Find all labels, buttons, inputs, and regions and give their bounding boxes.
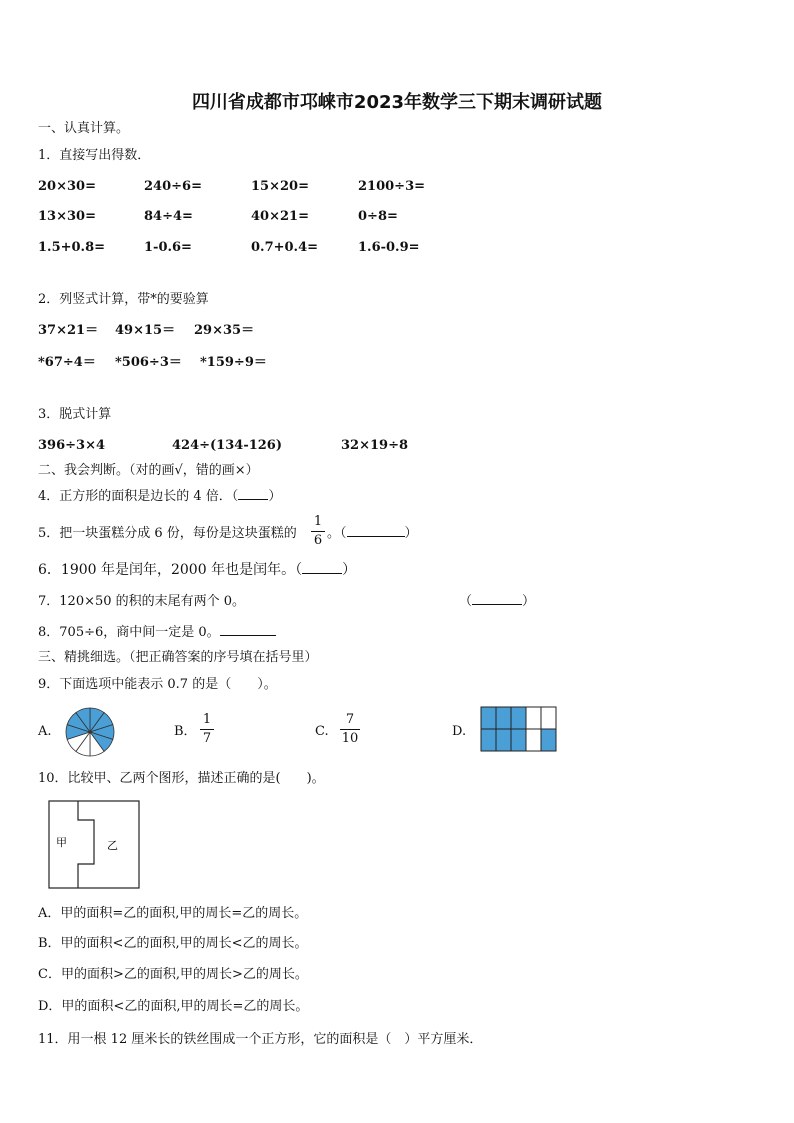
calc-item: 0.7+0.4= bbox=[251, 240, 319, 255]
calc-item: *506÷3＝ bbox=[115, 355, 182, 370]
question-8 bbox=[38, 625, 276, 641]
paren-close: ） bbox=[522, 594, 536, 609]
grid-cell bbox=[526, 729, 541, 751]
calc-item: 13×30= bbox=[38, 209, 96, 224]
grid-cell bbox=[481, 729, 496, 751]
paren-open: （ bbox=[459, 594, 473, 609]
answer-blank[interactable] bbox=[238, 499, 268, 500]
grid-figure bbox=[480, 706, 558, 754]
question-8-text: 8．705÷6，商中间一定是 0。 bbox=[38, 625, 220, 640]
section-heading-1: 一、认真计算。 bbox=[38, 121, 130, 136]
calc-item: 32×19÷8 bbox=[341, 438, 409, 453]
divider-line bbox=[78, 801, 94, 888]
fraction-numerator: 7 bbox=[345, 712, 355, 727]
page-title: 四川省成都市邛崃市2023年数学三下期末调研试题 bbox=[191, 92, 603, 113]
fraction-one-sixth bbox=[311, 515, 325, 548]
fraction-seven-tenths bbox=[340, 713, 360, 746]
section-heading-3: 三、精挑细选。（把正确答案的序号填在括号里） bbox=[38, 650, 318, 665]
calc-item: *159÷9＝ bbox=[200, 355, 267, 370]
calc-item: 15×20= bbox=[251, 179, 309, 194]
calc-item: 1-0.6= bbox=[144, 240, 192, 255]
question-7-answer bbox=[459, 594, 535, 610]
question-6 bbox=[38, 562, 356, 578]
grid-cell bbox=[541, 729, 556, 751]
question-10-label: 10．比较甲、乙两个图形，描述正确的是( )。 bbox=[38, 771, 325, 786]
grid-cell bbox=[526, 707, 541, 729]
shape-comparison-figure bbox=[48, 800, 142, 892]
option-c-label[interactable]: C. bbox=[315, 724, 329, 739]
paren-close: ） bbox=[268, 489, 282, 504]
question-3-label: 3．脱式计算 bbox=[38, 407, 112, 422]
fraction-denominator: 7 bbox=[202, 731, 212, 746]
calc-item: 49×15＝ bbox=[115, 323, 176, 338]
paren-close: ） bbox=[342, 562, 357, 578]
pie-slices bbox=[66, 708, 114, 756]
option-c[interactable]: C．甲的面积>乙的面积,甲的周长>乙的周长。 bbox=[38, 967, 308, 982]
question-5 bbox=[38, 526, 297, 542]
calc-item: 1.5+0.8= bbox=[38, 240, 106, 255]
calc-item: 37×21＝ bbox=[38, 323, 99, 338]
answer-blank[interactable] bbox=[302, 573, 342, 574]
question-4-text: 4．正方形的面积是边长的 4 倍．（ bbox=[38, 489, 239, 504]
fraction-bar bbox=[340, 729, 360, 730]
calc-item: 40×21= bbox=[251, 209, 309, 224]
option-a[interactable]: A．甲的面积=乙的面积,甲的周长=乙的周长。 bbox=[38, 906, 308, 921]
option-b-label[interactable]: B． bbox=[174, 724, 197, 739]
shape-label-yi: 乙 bbox=[107, 839, 118, 852]
fraction-bar bbox=[200, 729, 214, 730]
calc-item: 84÷4= bbox=[144, 209, 193, 224]
option-d-label[interactable]: D. bbox=[452, 724, 467, 739]
answer-blank[interactable] bbox=[472, 604, 522, 605]
grid-cell bbox=[541, 707, 556, 729]
grid-cell bbox=[511, 729, 526, 751]
question-7-text: 7．120×50 的积的末尾有两个 0。 bbox=[38, 594, 246, 609]
fraction-bar bbox=[311, 531, 325, 532]
option-b[interactable]: B．甲的面积<乙的面积,甲的周长<乙的周长。 bbox=[38, 936, 308, 951]
calc-item: 1.6-0.9= bbox=[358, 240, 420, 255]
question-9-label: 9．下面选项中能表示 0.7 的是（ ）。 bbox=[38, 677, 277, 692]
grid-cells bbox=[481, 707, 556, 751]
calc-item: 29×35＝ bbox=[194, 323, 255, 338]
fraction-numerator: 1 bbox=[313, 514, 323, 529]
grid-cell bbox=[511, 707, 526, 729]
fraction-denominator: 10 bbox=[341, 731, 359, 746]
calc-item: 240÷6= bbox=[144, 179, 202, 194]
answer-blank[interactable] bbox=[347, 536, 405, 537]
question-6-text: 6．1900 年是闰年，2000 年也是闰年。（ bbox=[38, 562, 303, 578]
option-d[interactable]: D．甲的面积<乙的面积,甲的周长=乙的周长。 bbox=[38, 999, 309, 1014]
section-heading-2: 二、我会判断。（对的画√，错的画×） bbox=[38, 463, 259, 478]
pie-figure bbox=[64, 706, 116, 758]
question-11: 11．用一根 12 厘米长的铁丝围成一个正方形，它的面积是（ ）平方厘米． bbox=[38, 1032, 483, 1047]
grid-cell bbox=[496, 707, 511, 729]
calc-item: 396÷3×4 bbox=[38, 438, 106, 453]
calc-item: 0÷8= bbox=[358, 209, 398, 224]
grid-cell bbox=[496, 729, 511, 751]
shape-label-jia: 甲 bbox=[56, 836, 67, 849]
calc-item: *67÷4＝ bbox=[38, 355, 96, 370]
fraction-one-seventh bbox=[200, 713, 214, 746]
question-4 bbox=[38, 489, 281, 505]
question-5-text: 5．把一块蛋糕分成 6 份，每份是这块蛋糕的 bbox=[38, 526, 297, 541]
question-5-suffix: 。（ bbox=[327, 526, 347, 541]
grid-cell bbox=[481, 707, 496, 729]
fraction-denominator: 6 bbox=[313, 533, 323, 548]
paren-close: ） bbox=[404, 526, 418, 541]
question-1-label: 1．直接写出得数． bbox=[38, 148, 151, 163]
fraction-numerator: 1 bbox=[202, 712, 212, 727]
question-5-tail bbox=[327, 526, 418, 542]
calc-item: 20×30= bbox=[38, 179, 96, 194]
calc-item: 2100÷3= bbox=[358, 179, 426, 194]
calc-item: 424÷(134-126) bbox=[172, 438, 282, 453]
option-a-label[interactable]: A. bbox=[38, 724, 52, 739]
answer-blank[interactable] bbox=[220, 635, 276, 636]
question-2-label: 2．列竖式计算，带*的要验算 bbox=[38, 292, 209, 307]
